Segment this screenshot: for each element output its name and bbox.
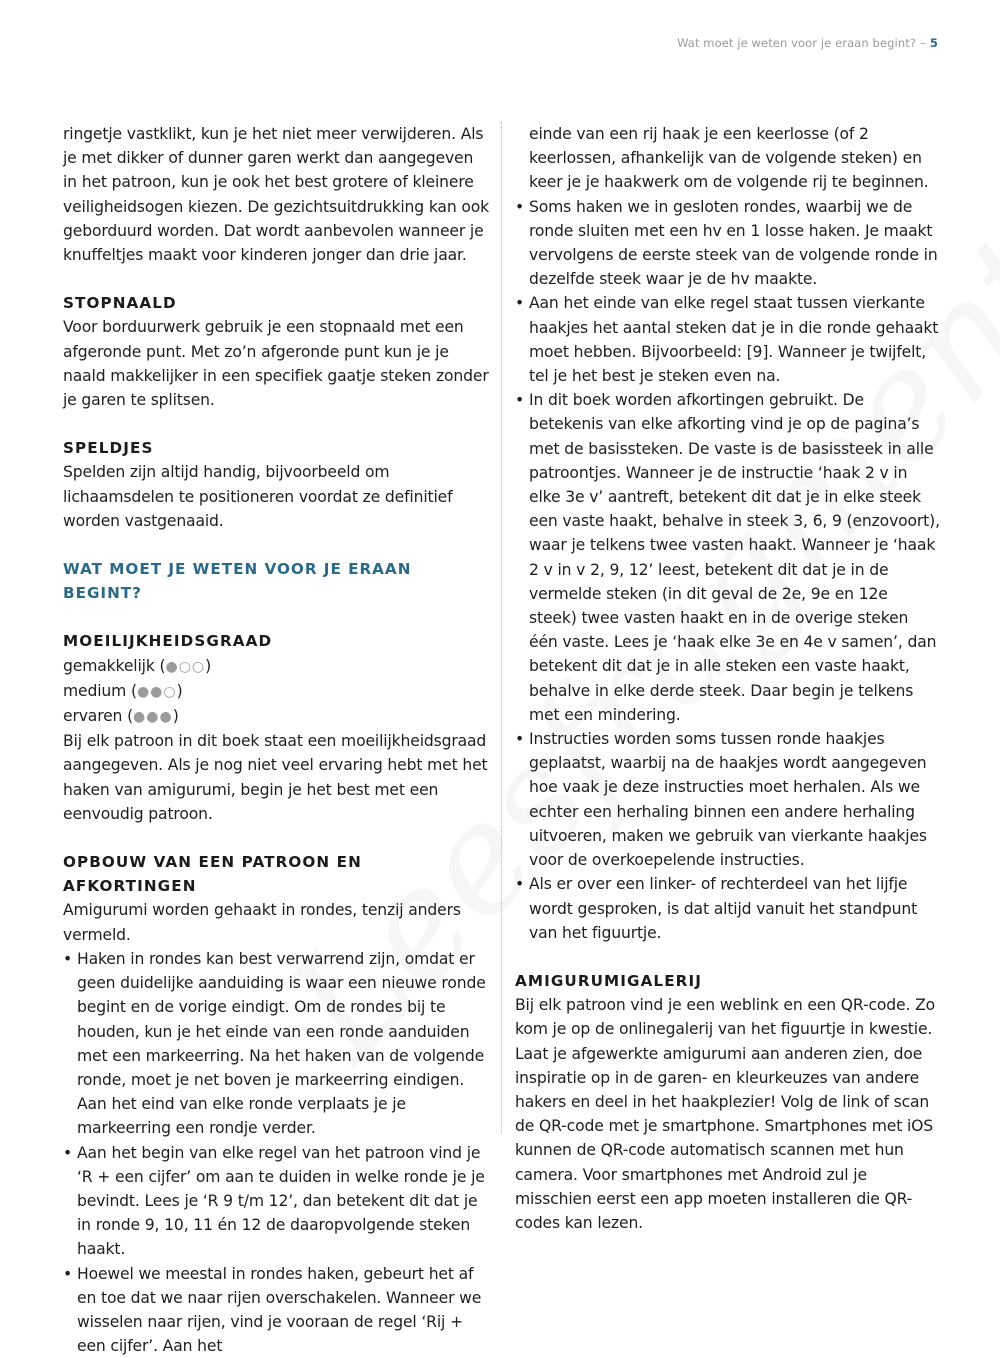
difficulty-dots-icon [165, 659, 205, 675]
stopnaald-body: Voor borduurwerk gebruik je een stopnaald met een afgeronde punt. Met zo’n afgeronde punt kun je je naald makkelijker in een specifiek gaatje steken zonder je garen te splitsen. [63, 318, 489, 410]
header-separator: – [920, 36, 926, 50]
list-item: • Haken in rondes kan best verwarrend zijn, omdat er geen duidelijke aanduiding is waar een nieuwe ronde begint en de vorige eindigt. Om de rondes bij te houden, kun je het einde van een ronde aanduiden met een markeerring. Na het haken van de volgende ronde, moet je net boven je markeerring eindigen. Aan het eind van elke ronde verplaats je je markeerring een rondje verder. [63, 947, 491, 1141]
difficulty-level-medium: medium (●●○) [63, 681, 183, 700]
speldjes-body: Spelden zijn altijd handig, bijvoorbeeld om lichaamsdelen te positioneren voordat ze definitief worden vastgenaaid. [63, 463, 453, 530]
speldjes-heading: SPELDJES [63, 439, 154, 458]
difficulty-levels [63, 654, 491, 730]
difficulty-dots-icon [137, 684, 177, 700]
continuation-paragraph: einde van een rij haak je een keerlosse (of 2 keerlossen, afhankelijk van de volgende steken) en keer je je haakwerk om de volgende rij te beginnen. [529, 125, 929, 192]
difficulty-heading: MOEILIJKHEIDSGRAAD [63, 632, 273, 651]
list-item: • Aan het einde van elke regel staat tussen vierkante haakjes het aantal steken dat je in die ronde gehaakt moet hebben. Bijvoorbeeld: [9]. Wanneer je twijfelt, tel je het best je steken even na. [515, 291, 940, 388]
section-title: WAT MOET JE WETEN VOOR JE ERAAN BEGINT? [63, 560, 412, 603]
filled-dot-icon: ● [146, 709, 160, 726]
list-item: • Hoewel we meestal in rondes haken, gebeurt het af en toe dat we naar rijen overschakelen. Wanneer we wisselen naar rijen, vind je vooraan de regel ‘Rij + een cijfer’. Aan het [63, 1262, 491, 1358]
filled-dot-icon: ● [165, 658, 179, 675]
gallery-body: Bij elk patroon vind je een weblink en een QR-code. Zo kom je op de onlinegalerij van het figuurtje in kwestie. Laat je afgewerkte amigurumi aan anderen zien, doe inspiratie op in de garen- en kleurkeuzes van andere hakers en deel in het haakplezier! Volg de link of scan de QR-code met je smartphone. Smartphones met iOS kunnen de QR-code automatisch scannen met hun camera. Voor smartphones met Android zul je misschien eerst een app moeten installeren die QR-codes kan lezen. [515, 996, 935, 1232]
intro-paragraph: ringetje vastklikt, kun je het niet meer verwijderen. Als je met dikker of dunner garen werkt dan aangegeven in het patroon, kun je ook het best grotere of kleinere veiligheidsogen kiezen. De gezichtsuitdrukking kan ook geborduurd worden. Dat wordt aanbevolen wanneer je knuffeltjes maakt voor kinderen jonger dan drie jaar. [63, 125, 490, 265]
list-item: • Als er over een linker- of rechterdeel van het lijfje wordt gesproken, is dat altijd vanuit het standpunt van het figuurtje. [515, 872, 940, 945]
stopnaald-heading: STOPNAALD [63, 294, 177, 313]
running-title: Wat moet je weten voor je eraan begint? [677, 36, 917, 50]
difficulty-level-hard: ervaren (●●●) [63, 707, 179, 726]
structure-intro: Amigurumi worden gehaakt in rondes, tenzij anders vermeld. [63, 901, 461, 944]
difficulty-body: Bij elk patroon in dit boek staat een moeilijkheidsgraad aangegeven. Als je nog niet veel ervaring hebt met het haken van amigurumi, begin je het best met een eenvoudig patroon. [63, 732, 488, 823]
filled-dot-icon: ● [136, 683, 151, 700]
list-item: • Soms haken we in gesloten rondes, waarbij we de ronde sluiten met een hv en 1 losse haken. Je maakt vervolgens de eerste steek van de volgende ronde in dezelfde steek waar je de hv maakte. [515, 195, 940, 292]
list-item: • In dit boek worden afkortingen gebruikt. De betekenis van elke afkorting vind je op de pagina’s met de basissteken. De vaste is de basissteek in alle patroontjes. Wanneer je de instructie ‘haak 2 v in elke 3e v’ aantreft, betekent dit dat je in elke steek een vaste haakt, behalve in steek 3, 6, 9 (enzovoort), waar je telkens twee vasten haakt. Wanneer je ‘haak 2 v in v 2, 9, 12’ leest, betekent dit dat je in de vermelde steken (in dit geval de 2e, 9e en 12e steek) twee vasten haakt en in de overige steken één vaste. Lees je ‘haak elke 3e en 4e v samen’, dan betekent dit dat je in alle steken een vaste haakt, behalve in elke derde steek. Daar begin je telkens met een mindering. [515, 388, 940, 727]
filled-dot-icon: ● [150, 683, 164, 700]
left-column [63, 122, 491, 1358]
empty-dot-icon: ○ [191, 658, 206, 675]
filled-dot-icon: ● [133, 709, 147, 726]
empty-dot-icon: ○ [178, 658, 192, 675]
filled-dot-icon: ● [159, 709, 173, 726]
running-header [677, 36, 938, 50]
empty-dot-icon: ○ [163, 683, 177, 700]
difficulty-dots-icon [133, 709, 173, 725]
list-item: • Instructies worden soms tussen ronde haakjes geplaatst, waarbij na de haakjes wordt aangegeven hoe vaak je deze instructies moet herhalen. Als we echter een herhaling binnen een andere herhaling uitvoeren, maken we gebruik van vierkante haakjes voor de overkoepelende instructies. [515, 727, 940, 872]
structure-heading: OPBOUW VAN EEN PATROON EN AFKORTINGEN [63, 853, 362, 896]
structure-bullet-list [63, 947, 491, 1358]
difficulty-level-easy: gemakkelijk (●○○) [63, 656, 212, 675]
page-number: 5 [929, 36, 938, 50]
right-bullet-list [515, 195, 940, 945]
right-column [515, 122, 940, 1235]
column-divider [501, 122, 502, 1132]
gallery-heading: AMIGURUMIGALERIJ [515, 971, 702, 990]
list-item: • Aan het begin van elke regel van het patroon vind je ‘R + een cijfer’ om aan te duiden in welke ronde je je bevindt. Lees je ‘R 9 t/m 12’, dan betekent dit dat je in ronde 9, 10, 11 én 12 de daaropvolgende steken haakt. [63, 1141, 491, 1262]
